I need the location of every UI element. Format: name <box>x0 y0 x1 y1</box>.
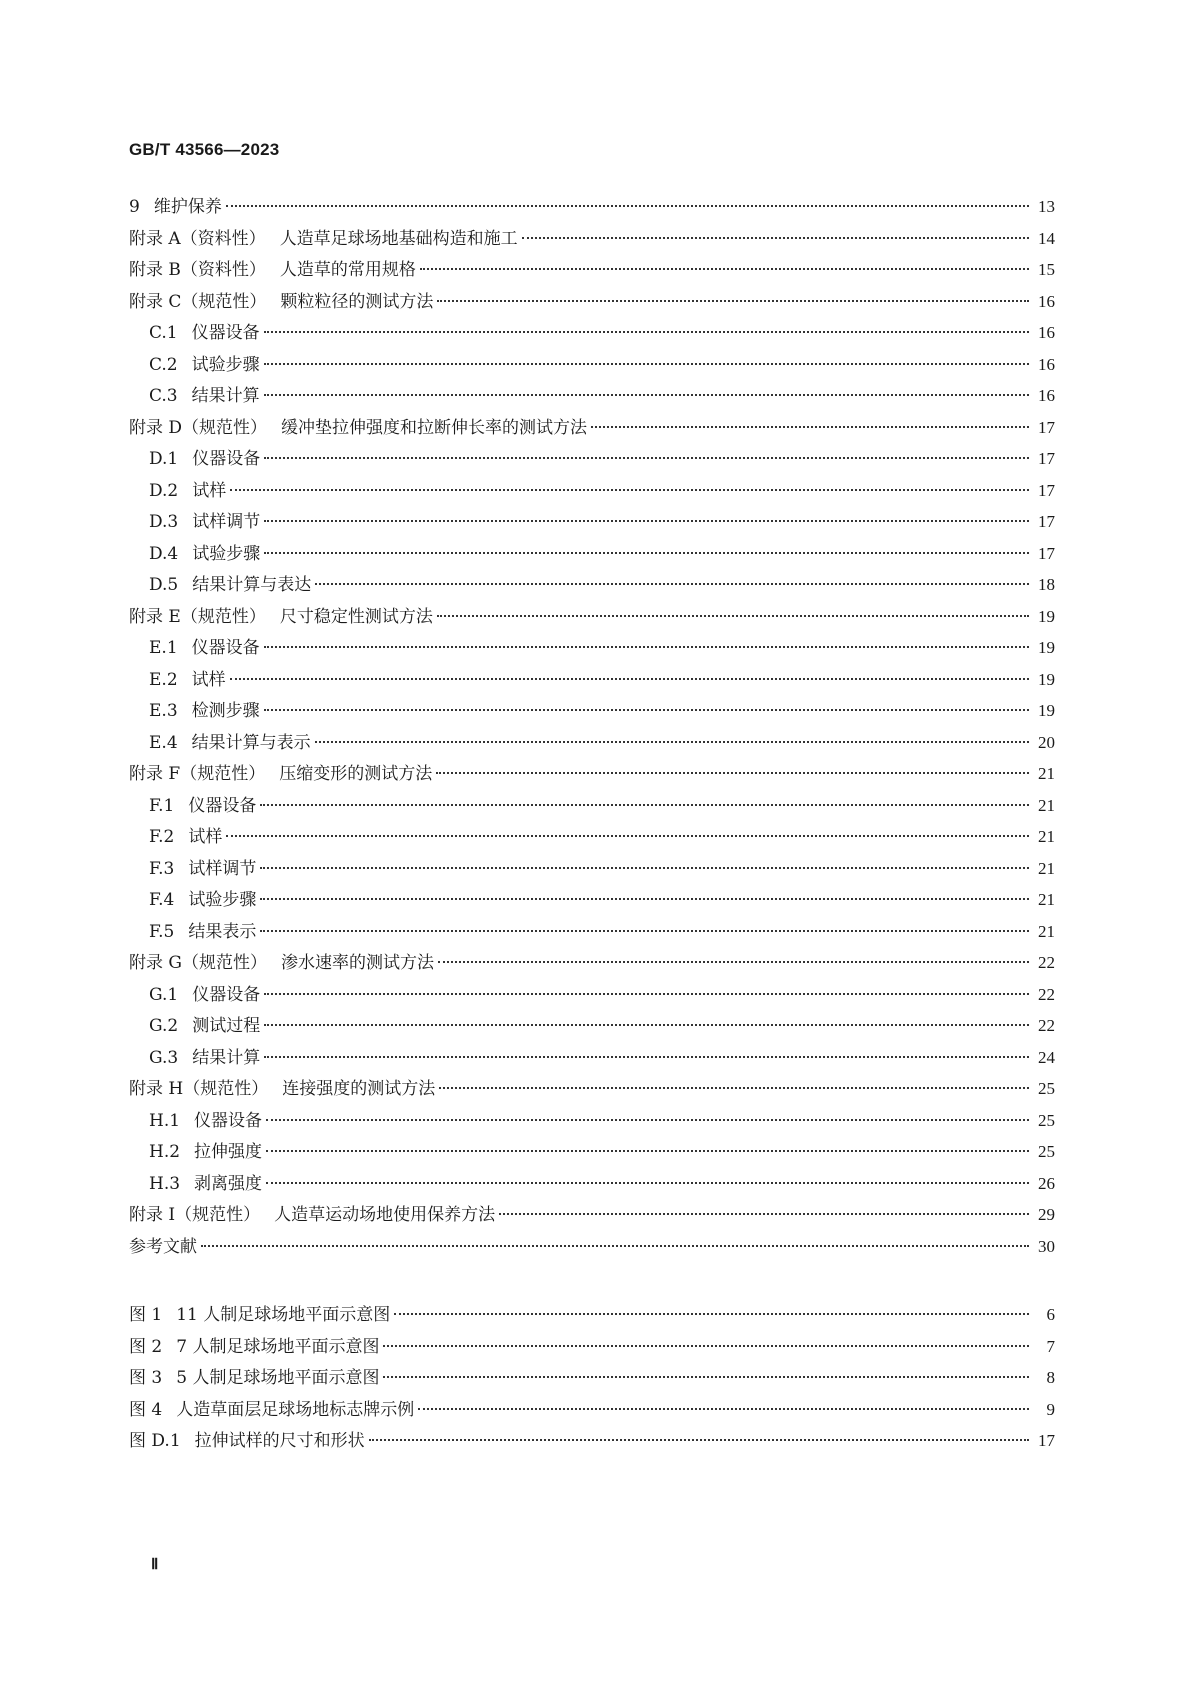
toc-entry-title: 测试过程 <box>192 1016 261 1036</box>
toc-entry-number: E.1 <box>149 638 178 658</box>
toc-entry-number: D.5 <box>149 575 179 595</box>
toc-page-number: 22 <box>1038 984 1055 1004</box>
toc-page-number: 19 <box>1038 638 1055 657</box>
toc-page-number: 16 <box>1038 323 1055 342</box>
toc-page-number: 14 <box>1038 228 1055 248</box>
dot-leader <box>264 457 1029 459</box>
toc-entry-number: G.3 <box>149 1047 179 1068</box>
toc-entry-number: 附录 F（规范性） <box>129 764 266 784</box>
figure-title: 5 人制足球场地平面示意图 <box>176 1368 380 1388</box>
dot-leader <box>418 1408 1029 1410</box>
toc-entry-title: 剥离强度 <box>194 1173 263 1194</box>
dot-leader <box>264 1024 1029 1026</box>
toc-entry-number: 附录 H（规范性） <box>129 1079 269 1099</box>
toc-page-number: 25 <box>1038 1142 1055 1161</box>
dot-leader <box>201 1245 1029 1247</box>
toc-entry-title: 试样 <box>188 827 223 847</box>
toc-entry-title: 渗水速率的测试方法 <box>280 953 434 973</box>
toc-page-number: 17 <box>1038 480 1055 500</box>
toc-entry-number: E.2 <box>149 669 178 690</box>
toc-entry-number: D.1 <box>149 449 179 469</box>
dot-leader <box>266 1182 1029 1184</box>
toc-entry-title: 试验步骤 <box>191 354 260 375</box>
toc-entry[interactable] <box>129 478 1055 504</box>
toc-entry[interactable] <box>129 509 1055 535</box>
toc-entry[interactable] <box>129 352 1055 378</box>
toc-page-number: 25 <box>1038 1110 1055 1130</box>
dot-leader <box>437 615 1029 617</box>
toc-entry-title: 结果计算与表示 <box>191 732 311 753</box>
toc-entry-title: 仪器设备 <box>188 795 257 816</box>
toc-entry[interactable] <box>129 761 1055 787</box>
dot-leader <box>266 1150 1029 1152</box>
toc-entry-title: 拉伸强度 <box>194 1142 263 1162</box>
toc-page-number: 20 <box>1038 732 1055 752</box>
toc-entry-number: E.3 <box>149 701 178 721</box>
toc-entry-number: 附录 C（规范性） <box>129 291 267 312</box>
dot-leader <box>264 552 1029 554</box>
dot-leader <box>591 426 1029 428</box>
toc-entry[interactable] <box>129 919 1055 945</box>
toc-entry-number: 附录 I（规范性） <box>129 1205 261 1225</box>
figure-page-number: 6 <box>1046 1305 1055 1324</box>
dot-leader <box>383 1376 1029 1378</box>
toc-entry[interactable] <box>129 698 1055 724</box>
toc-entry-title: 试验步骤 <box>188 890 257 910</box>
figure-title: 7 人制足球场地平面示意图 <box>176 1336 380 1357</box>
toc-entry-title: 仪器设备 <box>194 1110 263 1131</box>
toc-entry-number: F.3 <box>149 858 175 879</box>
toc-entry-title: 检测步骤 <box>191 701 260 721</box>
toc-entry-title: 缓冲垫拉伸强度和拉断伸长率的测试方法 <box>281 417 588 438</box>
dot-leader <box>260 804 1029 806</box>
toc-entry[interactable] <box>129 1139 1055 1165</box>
dot-leader <box>264 363 1029 365</box>
dot-leader <box>266 1119 1029 1121</box>
dot-leader <box>264 520 1029 522</box>
toc-page-number: 17 <box>1038 543 1055 563</box>
dot-leader <box>230 678 1029 680</box>
dot-leader <box>369 1439 1029 1441</box>
toc-entry-number: 9 <box>129 197 140 217</box>
toc-page-number: 21 <box>1038 764 1055 783</box>
toc-entry[interactable] <box>129 604 1055 630</box>
toc-entry[interactable] <box>129 1234 1055 1260</box>
dot-leader <box>264 646 1029 648</box>
toc-page-number: 21 <box>1038 795 1055 815</box>
page-number: Ⅱ <box>151 1557 159 1573</box>
toc-entry[interactable] <box>129 982 1055 1008</box>
toc-entry-number: G.1 <box>149 984 179 1005</box>
toc-entry-title: 仪器设备 <box>192 449 261 469</box>
figure-list-item[interactable] <box>129 1365 1055 1391</box>
dot-leader <box>260 898 1029 900</box>
toc-page-number: 17 <box>1038 512 1055 531</box>
dot-leader <box>315 741 1029 743</box>
toc-entry[interactable] <box>129 1076 1055 1102</box>
toc-entry-number: 附录 E（规范性） <box>129 606 266 627</box>
dot-leader <box>383 1345 1029 1347</box>
toc-entry-title: 结果计算与表达 <box>192 575 312 595</box>
figure-page-number: 8 <box>1046 1368 1055 1387</box>
toc-entry-number: H.1 <box>149 1110 181 1131</box>
toc-entry-number: 附录 A（资料性） <box>129 228 266 249</box>
toc-entry[interactable] <box>129 1202 1055 1228</box>
dot-leader <box>439 1087 1029 1089</box>
toc-entry[interactable] <box>129 635 1055 661</box>
toc-entry[interactable] <box>129 856 1055 882</box>
toc-page-number: 16 <box>1038 386 1055 405</box>
dot-leader <box>438 961 1029 963</box>
dot-leader <box>499 1213 1029 1215</box>
toc-entry-title: 仪器设备 <box>191 638 260 658</box>
dot-leader <box>260 867 1029 869</box>
dot-leader <box>437 300 1029 302</box>
toc-entry-title: 参考文献 <box>129 1236 197 1257</box>
toc-entry-number: F.5 <box>149 921 175 942</box>
toc-entry[interactable] <box>129 446 1055 472</box>
figure-number: 图 3 <box>129 1368 163 1388</box>
toc-entry[interactable] <box>129 887 1055 913</box>
toc-page-number: 16 <box>1038 291 1055 311</box>
toc-page-number: 19 <box>1038 669 1055 689</box>
toc-entry-title: 颗粒粒径的测试方法 <box>280 291 434 312</box>
dot-leader <box>226 835 1029 837</box>
toc-entry-title: 连接强度的测试方法 <box>282 1079 436 1099</box>
dot-leader <box>260 930 1029 932</box>
dot-leader <box>226 205 1029 207</box>
toc-entry-title: 试样 <box>191 669 226 690</box>
toc-entry[interactable] <box>129 572 1055 598</box>
toc-entry-number: 附录 D（规范性） <box>129 417 268 438</box>
toc-entry-title: 尺寸稳定性测试方法 <box>279 606 433 627</box>
toc-entry[interactable] <box>129 1108 1055 1134</box>
toc-entry-number: C.2 <box>149 354 178 375</box>
toc-entry-title: 结果计算 <box>191 386 260 406</box>
toc-page-number: 13 <box>1038 197 1055 216</box>
figure-page-number: 9 <box>1046 1399 1055 1419</box>
toc-page-number: 21 <box>1038 858 1055 878</box>
dot-leader <box>394 1313 1029 1315</box>
toc-entry-number: C.1 <box>149 323 178 343</box>
figure-list-item[interactable] <box>129 1302 1055 1328</box>
dot-leader <box>264 331 1029 333</box>
toc-entry-number: D.4 <box>149 543 179 564</box>
toc-entry[interactable] <box>129 1171 1055 1197</box>
toc-entry-title: 仪器设备 <box>192 984 261 1005</box>
toc-entry-number: C.3 <box>149 386 178 406</box>
toc-entry[interactable] <box>129 950 1055 976</box>
toc-entry-number: 附录 G（规范性） <box>129 953 267 973</box>
figure-page-number: 7 <box>1046 1336 1055 1356</box>
figure-title: 11 人制足球场地平面示意图 <box>176 1305 391 1325</box>
figure-title: 拉伸试样的尺寸和形状 <box>194 1431 365 1451</box>
toc-entry-title: 结果计算 <box>192 1047 261 1068</box>
toc-entry[interactable] <box>129 289 1055 315</box>
toc-entry[interactable] <box>129 730 1055 756</box>
toc-entry[interactable] <box>129 257 1055 283</box>
toc-entry-number: D.3 <box>149 512 179 532</box>
dot-leader <box>420 268 1029 270</box>
toc-entry[interactable] <box>129 415 1055 441</box>
toc-page-number: 18 <box>1038 575 1055 594</box>
toc-entry-title: 仪器设备 <box>191 323 260 343</box>
toc-entry[interactable] <box>129 824 1055 850</box>
dot-leader <box>522 237 1029 239</box>
toc-page-number: 15 <box>1038 260 1055 279</box>
toc-entry-title: 压缩变形的测试方法 <box>279 764 433 784</box>
dot-leader <box>264 993 1029 995</box>
figure-number: 图 4 <box>129 1399 163 1420</box>
toc-page-number: 25 <box>1038 1079 1055 1098</box>
toc-entry-title: 试样 <box>192 480 227 501</box>
toc-page-number: 24 <box>1038 1047 1055 1067</box>
figure-number: 图 D.1 <box>129 1431 181 1451</box>
figure-list-item[interactable] <box>129 1334 1055 1360</box>
toc-page-number: 16 <box>1038 354 1055 374</box>
toc-entry[interactable] <box>129 320 1055 346</box>
figure-title: 人造草面层足球场地标志牌示例 <box>176 1399 415 1420</box>
toc-entry-title: 试样调节 <box>188 858 257 879</box>
dot-leader <box>264 709 1029 711</box>
toc-entry[interactable] <box>129 1045 1055 1071</box>
toc-entry[interactable] <box>129 1013 1055 1039</box>
toc-entry-number: H.3 <box>149 1173 181 1194</box>
toc-entry-title: 人造草的常用规格 <box>279 260 416 280</box>
toc-entry-title: 维护保养 <box>153 197 222 217</box>
toc-entry[interactable] <box>129 667 1055 693</box>
toc-entry-number: E.4 <box>149 732 178 753</box>
toc-entry-number: F.2 <box>149 827 175 847</box>
dot-leader <box>436 772 1029 774</box>
figure-page-number: 17 <box>1038 1431 1055 1450</box>
toc-entry-title: 试验步骤 <box>192 543 261 564</box>
toc-page-number: 19 <box>1038 606 1055 626</box>
dot-leader <box>264 394 1029 396</box>
toc-entry-title: 结果表示 <box>188 921 257 942</box>
toc-page-number: 29 <box>1038 1205 1055 1224</box>
toc-entry-number: G.2 <box>149 1016 179 1036</box>
figure-list-item[interactable] <box>129 1428 1055 1454</box>
toc-entry-number: F.4 <box>149 890 175 910</box>
toc-page-number: 21 <box>1038 921 1055 941</box>
toc-page-number: 30 <box>1038 1236 1055 1256</box>
toc-page-number: 26 <box>1038 1173 1055 1193</box>
toc-page-number: 19 <box>1038 701 1055 720</box>
toc-entry-title: 试样调节 <box>192 512 261 532</box>
toc-page-number: 22 <box>1038 953 1055 972</box>
toc-entry-title: 人造草运动场地使用保养方法 <box>274 1205 496 1225</box>
toc-entry[interactable] <box>129 793 1055 819</box>
toc-page-number: 17 <box>1038 449 1055 468</box>
toc-page-number: 21 <box>1038 890 1055 909</box>
toc-entry-number: H.2 <box>149 1142 181 1162</box>
toc-page-number: 21 <box>1038 827 1055 846</box>
dot-leader <box>315 583 1029 585</box>
toc-entry[interactable] <box>129 226 1055 252</box>
toc-page-number: 22 <box>1038 1016 1055 1035</box>
toc-entry-title: 人造草足球场地基础构造和施工 <box>279 228 518 249</box>
toc-page-number: 17 <box>1038 417 1055 437</box>
figure-list-item[interactable] <box>129 1397 1055 1423</box>
figure-number: 图 2 <box>129 1336 163 1357</box>
toc-entry-number: F.1 <box>149 795 175 816</box>
toc-entry[interactable] <box>129 194 1055 220</box>
toc-entry-number: 附录 B（资料性） <box>129 260 266 280</box>
dot-leader <box>264 1056 1029 1058</box>
toc-entry[interactable] <box>129 383 1055 409</box>
toc-entry-number: D.2 <box>149 480 179 501</box>
dot-leader <box>230 489 1029 491</box>
standard-code: GB/T 43566—2023 <box>129 140 280 159</box>
figure-number: 图 1 <box>129 1305 163 1325</box>
toc-entry[interactable] <box>129 541 1055 567</box>
